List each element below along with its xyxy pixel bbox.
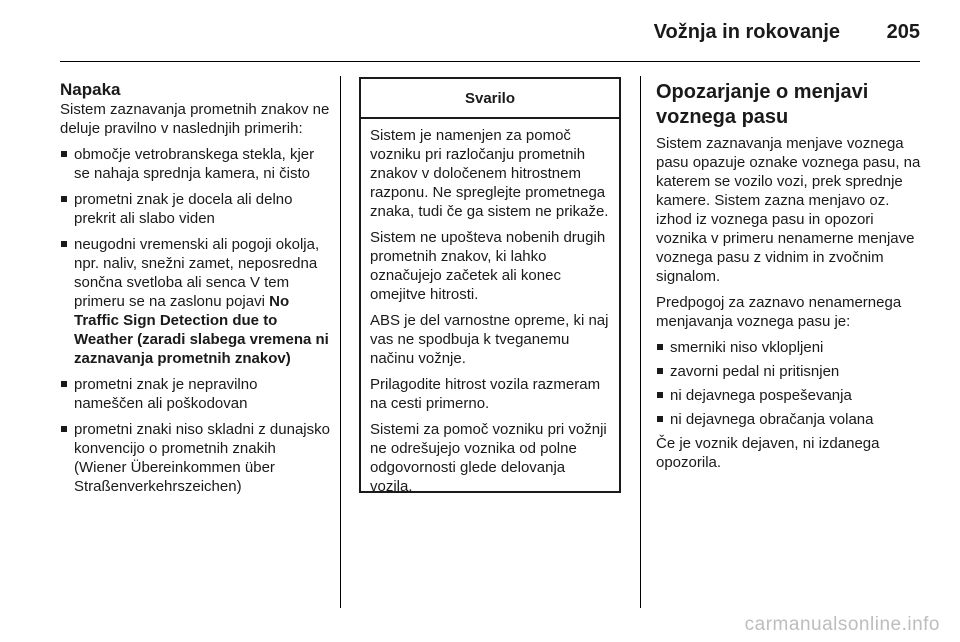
list-item bbox=[60, 145, 330, 183]
page-title: Vožnja in rokovanje bbox=[653, 21, 840, 43]
warning-paragraph: Sistem ne upošteva nobenih drugih prometnih znakov, ki lahko označujejo začetek ali konec omejitve hitrosti. bbox=[370, 229, 606, 303]
watermark: carmanualsonline.info bbox=[744, 614, 940, 635]
list-item bbox=[656, 410, 926, 429]
list-item bbox=[656, 338, 926, 357]
display-message: No Traffic Sign Detection due to Weather (zaradi slabega vremena ni zaznavanja prometnih znakov) bbox=[74, 293, 329, 367]
column-malfunction bbox=[60, 80, 330, 496]
warning-paragraph: Sistem je namenjen za pomoč vozniku pri razločanju prometnih znakov v določenem hitrostnem razponu. Ne spreglejte prometnega znaka, tudi če ga sistem ne prikaže. bbox=[370, 127, 609, 220]
list-item-text: prometni znaki niso skladni z dunajsko konvencijo o prometnih znakih (Wiener Übereinkommen über Straßenverkehrszeichen) bbox=[74, 421, 330, 495]
bullet-square-icon bbox=[61, 196, 67, 202]
conditions-intro: Predpogoj za zaznavo nenamernega menjavanja voznega pasu je: bbox=[656, 294, 902, 330]
section-heading: Opozarjanje o menjavi voznega pasu bbox=[656, 81, 869, 128]
bullet-square-icon bbox=[657, 416, 663, 422]
list-item bbox=[60, 420, 330, 496]
bullet-square-icon bbox=[657, 344, 663, 350]
bullet-square-icon bbox=[61, 151, 67, 157]
section-intro: Sistem zaznavanja prometnih znakov ne deluje pravilno v naslednjih primerih: bbox=[60, 101, 330, 137]
list-item bbox=[656, 362, 926, 381]
column-divider bbox=[340, 76, 341, 608]
warning-body bbox=[361, 119, 619, 496]
list-item bbox=[60, 375, 330, 413]
page-header bbox=[60, 0, 920, 62]
list-item-text: prometni znak je nepravilno nameščen ali poškodovan bbox=[74, 376, 258, 412]
list-item-text: prometni znak je docela ali delno prekrit ali slabo viden bbox=[74, 191, 293, 227]
bullet-square-icon bbox=[61, 241, 67, 247]
list-item-text: območje vetrobranskega stekla, kjer se nahaja sprednja kamera, ni čisto bbox=[74, 146, 315, 182]
warning-paragraph: Sistemi za pomoč vozniku pri vožnji ne odrešujejo voznika od polne odgovornosti glede delovanja vozila. bbox=[370, 421, 607, 495]
bullet-square-icon bbox=[61, 426, 67, 432]
list-item-text: smerniki niso vklopljeni bbox=[670, 339, 824, 356]
bullet-list bbox=[656, 338, 926, 429]
list-item-text: ni dejavnega obračanja volana bbox=[670, 411, 874, 428]
list-item bbox=[60, 190, 330, 228]
section-heading: Napaka bbox=[60, 80, 121, 99]
bullet-square-icon bbox=[657, 392, 663, 398]
list-item bbox=[60, 235, 330, 368]
warning-box bbox=[359, 77, 621, 493]
list-item-text: neugodni vremenski ali pogoji okolja, npr. naliv, snežni zamet, neposredna sončna svetloba ali senca V tem primeru se na zaslonu pojavi bbox=[74, 236, 320, 310]
closing-note: Če je voznik dejaven, ni izdanega opozorila. bbox=[656, 435, 880, 471]
section-intro: Sistem zaznavanja menjave voznega pasu opazuje oznake voznega pasu, na katerem se vozilo vozi, prek sprednje kamere. Sistem zazna menjavo oz. izhod iz voznega pasu in opozori voznika v primeru nenamerne menjave voznega pasu z vidnim in zvočnim signalom. bbox=[656, 135, 921, 285]
warning-paragraph: Prilagodite hitrost vozila razmeram na cesti primerno. bbox=[370, 376, 601, 412]
warning-paragraph: ABS je del varnostne opreme, ki naj vas ne spodbuja k tveganemu načinu vožnje. bbox=[370, 312, 609, 367]
list-item-text: ni dejavnega pospeševanja bbox=[670, 387, 852, 404]
list-item-text: zavorni pedal ni pritisnjen bbox=[670, 363, 840, 380]
bullet-list bbox=[60, 145, 330, 496]
page-number: 205 bbox=[886, 21, 920, 43]
column-lane-departure bbox=[656, 80, 926, 479]
bullet-square-icon bbox=[61, 381, 67, 387]
column-divider bbox=[640, 76, 641, 608]
warning-heading: Svarilo bbox=[361, 79, 619, 119]
bullet-square-icon bbox=[657, 368, 663, 374]
list-item bbox=[656, 386, 926, 405]
